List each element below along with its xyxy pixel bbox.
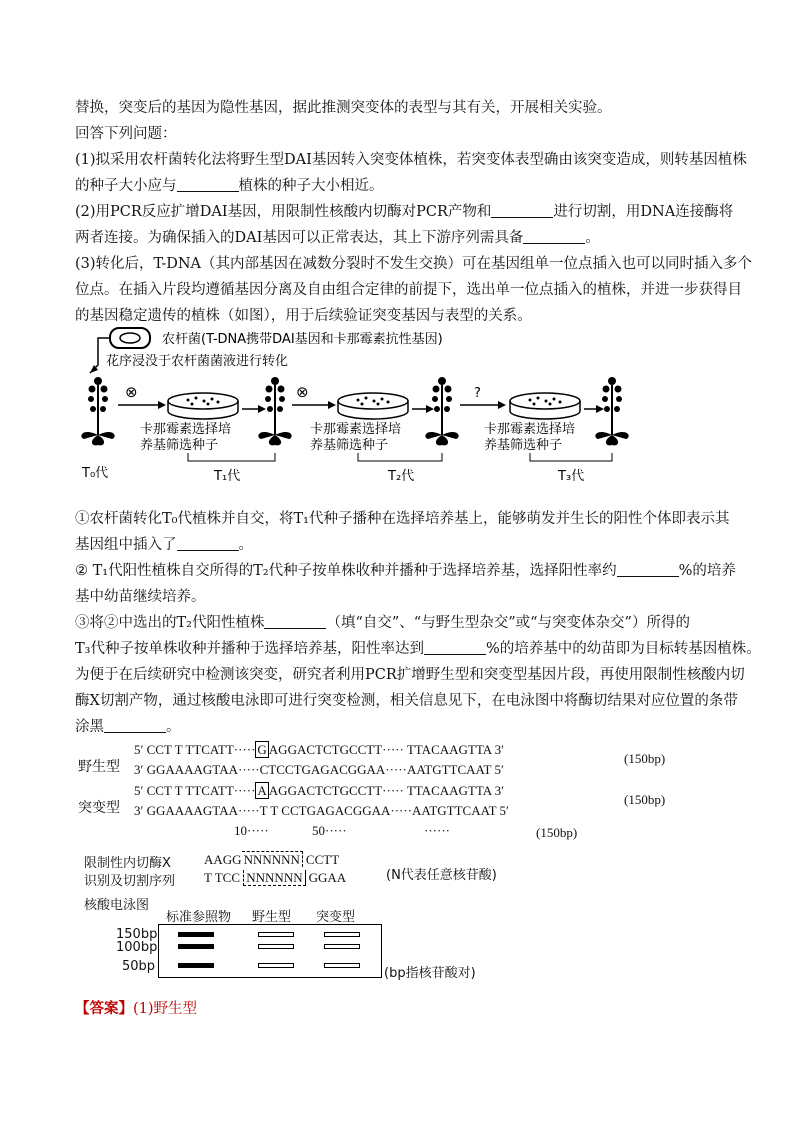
- position-marker: 10·····: [234, 823, 269, 838]
- sequence-text: AGGACTCTGCCTT····· TTACAAGTTA 3′: [268, 783, 505, 798]
- answer-blank[interactable]: [424, 640, 486, 655]
- text-line: 回答下列问题：: [75, 126, 177, 142]
- sequence-text: AGGACTCTGCCTT····· TTACAAGTTA 3′: [268, 742, 505, 757]
- highlighted-base: G: [257, 742, 267, 757]
- plant-icon: [81, 377, 114, 445]
- answer-blank[interactable]: [264, 614, 326, 629]
- mutant-bottom-strand: 3′ GGAAAAGTAA·····T T CCTGAGACGGAA·····AATGTTCAAT 5′: [134, 803, 509, 818]
- sub-question-line: [75, 533, 253, 554]
- plant-icon: [595, 377, 628, 445]
- sequence-text: GGAA: [308, 870, 347, 885]
- generation-label: T₂代: [388, 469, 415, 484]
- text: ③将②中选出的T₂代阳性植株: [75, 615, 265, 631]
- text: %的培养基中的幼苗即为目标转基因植株。: [485, 641, 761, 657]
- dip-label: 花序浸没于农杆菌菌液进行转化: [106, 354, 289, 369]
- gel-band-wild-type-100[interactable]: [258, 944, 294, 949]
- sub-question-line: ①农杆菌转化T₀代植株并自交，将T₁代种子播种在选择培养基上，能够萌发并生长的阳性个体即表示其: [75, 511, 730, 527]
- petri-dish-icon: [168, 393, 238, 419]
- self-cross-symbol: ⊗: [296, 383, 309, 401]
- enzyme-label: 识别及切割序列: [84, 874, 176, 889]
- generation-label: T₀代: [82, 466, 109, 481]
- question-2-line: [75, 226, 600, 247]
- wild-type-bottom-strand: 3′ GGAAAAGTAA·····CTCCTGAGACGGAA·····AATGTTCAAT 5′: [134, 762, 504, 777]
- text: 。: [585, 230, 600, 246]
- transformation-flow-diagram: [70, 325, 670, 490]
- answer-blank[interactable]: [177, 536, 239, 551]
- text: 。: [238, 537, 253, 553]
- sequence-text: T TCC: [204, 870, 244, 885]
- gel-band-mutant-150[interactable]: [324, 932, 360, 937]
- gel-band-mutant-50[interactable]: [324, 963, 360, 968]
- plant-icon: [258, 377, 291, 445]
- text: 植株的种子大小相近。: [238, 178, 384, 194]
- answer-blank[interactable]: [104, 718, 166, 733]
- text: （填“自交”、“与野生型杂交”或“与突变体杂交”）所得的: [326, 615, 690, 631]
- text: 的种子大小应与: [75, 178, 177, 194]
- unknown-cross-mark: ?: [474, 386, 481, 401]
- plate-label: 卡那霉素选择培: [140, 422, 232, 437]
- sequence-text: 5′ CCT T TTCATT·····: [134, 742, 256, 757]
- plate-label: 卡那霉素选择培: [484, 422, 576, 437]
- text: T₃代种子按单株收种并播种于选择培养基，阳性率达到: [75, 641, 424, 657]
- text: 。: [166, 719, 181, 735]
- generation-label: T₁代: [214, 469, 241, 484]
- mutant-label: 突变型: [78, 800, 120, 816]
- answer-text: (1)野生型: [133, 1001, 198, 1017]
- text: 涂黑: [75, 719, 104, 735]
- text: %的培养: [678, 563, 736, 579]
- sequence-text: AAGG: [204, 852, 242, 867]
- gel-band-standard-150: [178, 932, 214, 937]
- agrobacterium-label: 农杆菌(T-DNA携带DAI基因和卡那霉素抗性基因): [162, 332, 443, 347]
- gel-band-wild-type-150[interactable]: [258, 932, 294, 937]
- gel-row-label: 50bp: [122, 959, 156, 974]
- plate-label: 养基筛选种子: [484, 438, 563, 453]
- length-label: (150bp): [536, 825, 578, 840]
- petri-dish-icon: [338, 393, 408, 419]
- question-3-line: (3)转化后，T-DNA（其内部基因在减数分裂时不发生交换）可在基因组单一位点插入也可以同时插入多个: [75, 256, 753, 272]
- answer-blank[interactable]: [177, 177, 239, 192]
- question-2-line: [75, 200, 733, 221]
- answer-blank[interactable]: [617, 562, 679, 577]
- gel-row-label: 150bp: [116, 927, 158, 942]
- text-line: 替换，突变后的基因为隐性基因，据此推测突变体的表型与其有关，开展相关实验。: [75, 100, 612, 116]
- gel-band-standard-50: [178, 963, 214, 968]
- question-1-line: [75, 174, 384, 195]
- wild-type-top-strand: [134, 742, 504, 758]
- answer-blank[interactable]: [491, 203, 553, 218]
- plate-label: 卡那霉素选择培: [310, 422, 402, 437]
- text: 进行切割，用DNA连接酶将: [553, 204, 734, 220]
- recognition-top-strand: [204, 852, 339, 868]
- sub-question-line: [75, 715, 181, 736]
- highlighted-base: A: [257, 783, 267, 798]
- sub-question-line: 酶X切割产物，通过核酸电泳即可进行突变检测，相关信息见下，在电泳图中将酶切结果对应位置的条带: [75, 693, 738, 709]
- petri-dish-icon: [510, 393, 580, 419]
- enzyme-note: (N代表任意核苷酸): [386, 868, 497, 883]
- plate-label: 养基筛选种子: [140, 438, 219, 453]
- answer-tag: 【答案】: [75, 1000, 133, 1017]
- answer-blank[interactable]: [523, 229, 585, 244]
- sub-question-line: [75, 637, 761, 658]
- text: 基因组中插入了: [75, 537, 177, 553]
- sequence-text: NNNNNN: [242, 851, 303, 867]
- sub-question-line: [75, 559, 736, 580]
- gel-row-label: 100bp: [116, 940, 158, 955]
- plant-icon: [425, 377, 458, 445]
- question-1-line: (1)拟采用农杆菌转化法将野生型DAI基因转入突变体植株，若突变体表型确由该突变造成，则转基因植株: [75, 152, 747, 168]
- sequence-text: CCTT: [305, 852, 340, 867]
- text: (2)用PCR反应扩增DAI基因，用限制性核酸内切酶对PCR产物和: [75, 204, 492, 220]
- sequence-text: 5′ CCT T TTCATT·····: [134, 783, 256, 798]
- position-marker: 50·····: [312, 823, 347, 838]
- enzyme-label: 限制性内切酶X: [84, 856, 171, 871]
- length-label: (150bp): [624, 792, 666, 807]
- question-3-line: 位点。在插入片段均遵循基因分离及自由组合定律的前提下，选出单一位点插入的植株，并进一步获得目: [75, 282, 742, 298]
- gel-band-mutant-100[interactable]: [324, 944, 360, 949]
- answer-line: [75, 997, 197, 1018]
- self-cross-symbol: ⊗: [125, 383, 138, 401]
- gel-band-standard-100: [178, 944, 214, 949]
- agrobacterium-icon: [110, 328, 150, 348]
- question-3-line: 的基因稳定遗传的植株（如图），用于后续验证突变基因与表型的关系。: [75, 308, 532, 324]
- sub-question-line: 基中幼苗继续培养。: [75, 589, 206, 605]
- sequence-text: NNNNNN: [243, 870, 305, 886]
- gel-unit-note: (bp指核苷酸对): [384, 966, 476, 981]
- gel-band-wild-type-50[interactable]: [258, 963, 294, 968]
- sub-question-line: [75, 611, 690, 632]
- generation-label: T₃代: [558, 469, 585, 484]
- length-label: (150bp): [624, 751, 666, 766]
- gel-column-wild-type: 野生型: [252, 910, 292, 925]
- text: ② T₁代阳性植株自交所得的T₂代种子按单株收种并播种于选择培养基，选择阳性率约: [75, 563, 617, 579]
- gel-title: 核酸电泳图: [84, 898, 150, 913]
- mutant-top-strand: [134, 783, 504, 799]
- wild-type-label: 野生型: [78, 759, 120, 775]
- gel-column-mutant: 突变型: [316, 910, 356, 925]
- text: 两者连接。为确保插入的DAI基因可以正常表达，其上下游序列需具备: [75, 230, 524, 246]
- gel-column-standard: 标准参照物: [166, 910, 232, 925]
- recognition-bottom-strand: [204, 870, 346, 886]
- sub-question-line: 为便于在后续研究中检测该突变，研究者利用PCR扩增野生型和突变型基因片段，再使用限制性核酸内切: [75, 667, 745, 683]
- plate-label: 养基筛选种子: [310, 438, 389, 453]
- position-marker: ······: [424, 823, 450, 838]
